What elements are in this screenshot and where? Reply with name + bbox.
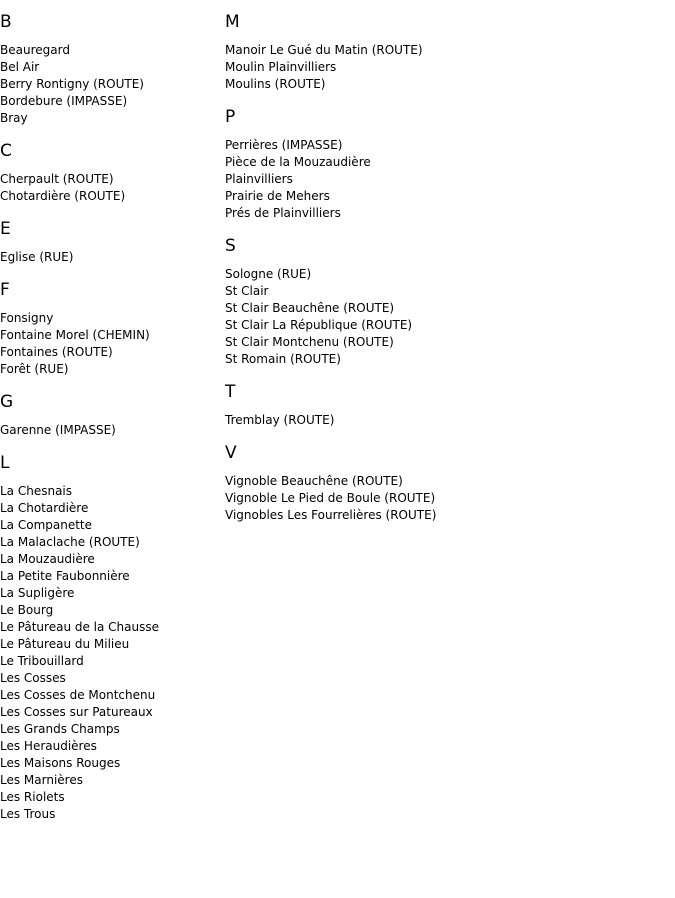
street-name: Fontaines (ROUTE) xyxy=(0,345,113,359)
street-name: La Companette xyxy=(0,518,93,532)
street-list xyxy=(225,137,665,222)
street-name: Chotardière (ROUTE) xyxy=(0,189,126,203)
street-name: Vignoble Le Pied de Boule (ROUTE) xyxy=(225,491,436,505)
street-name: Moulin Plainvilliers xyxy=(225,60,337,74)
street-name: La Supligère xyxy=(0,586,75,600)
street-name: Plainvilliers xyxy=(225,172,293,186)
street-name: Bray xyxy=(0,111,28,125)
street-name: St Clair xyxy=(225,284,269,298)
letter-heading: S xyxy=(225,236,236,256)
street-name: Manoir Le Gué du Matin (ROUTE) xyxy=(225,43,423,57)
letter-heading: F xyxy=(0,280,10,300)
street-name: Fonsigny xyxy=(0,311,54,325)
letter-heading: B xyxy=(0,12,12,32)
street-name: Sologne (RUE) xyxy=(225,267,312,281)
letter-heading: T xyxy=(225,382,236,402)
street-name: Prés de Plainvilliers xyxy=(225,206,341,220)
letter-heading: P xyxy=(225,107,236,127)
street-name: Prairie de Mehers xyxy=(225,189,330,203)
letter-section-f xyxy=(0,280,222,378)
street-list xyxy=(225,42,665,93)
letter-heading: M xyxy=(225,12,240,32)
street-name: Les Maisons Rouges xyxy=(0,756,121,770)
street-list xyxy=(225,412,665,429)
letter-section-t xyxy=(225,382,665,429)
street-name: Bordebure (IMPASSE) xyxy=(0,94,128,108)
street-name: Le Pâtureau de la Chausse xyxy=(0,620,160,634)
street-name: St Clair Beauchêne (ROUTE) xyxy=(225,301,395,315)
left-column xyxy=(0,0,222,837)
street-name: Perrières (IMPASSE) xyxy=(225,138,343,152)
street-name: Beauregard xyxy=(0,43,70,57)
letter-section-m xyxy=(225,12,665,93)
street-name: Le Pâtureau du Milieu xyxy=(0,637,130,651)
letter-section-l xyxy=(0,453,222,823)
street-list xyxy=(0,171,222,205)
street-name: Eglise (RUE) xyxy=(0,250,74,264)
street-name: Les Cosses de Montchenu xyxy=(0,688,156,702)
street-name: Le Tribouillard xyxy=(0,654,84,668)
street-name: Vignoble Beauchêne (ROUTE) xyxy=(225,474,403,488)
street-name: La Chesnais xyxy=(0,484,73,498)
street-name: Les Marnières xyxy=(0,773,83,787)
letter-section-v xyxy=(225,443,665,524)
street-name: Fontaine Morel (CHEMIN) xyxy=(0,328,150,342)
right-column xyxy=(225,0,665,538)
letter-heading: L xyxy=(0,453,10,473)
letter-heading: G xyxy=(0,392,14,412)
letter-heading: C xyxy=(0,141,12,161)
street-name: Les Grands Champs xyxy=(0,722,120,736)
street-name: Les Cosses xyxy=(0,671,66,685)
street-name: St Clair La République (ROUTE) xyxy=(225,318,413,332)
letter-heading: E xyxy=(0,219,11,239)
letter-section-b xyxy=(0,12,222,127)
street-name: St Romain (ROUTE) xyxy=(225,352,341,366)
letter-section-e xyxy=(0,219,222,266)
street-name: Berry Rontigny (ROUTE) xyxy=(0,77,144,91)
street-list xyxy=(0,483,222,823)
street-name: Les Trous xyxy=(0,807,56,821)
street-name: La Chotardière xyxy=(0,501,89,515)
street-name: Bel Air xyxy=(0,60,40,74)
street-name: Les Riolets xyxy=(0,790,65,804)
letter-heading: V xyxy=(225,443,237,463)
street-list xyxy=(0,422,222,439)
letter-section-s xyxy=(225,236,665,368)
street-name: St Clair Montchenu (ROUTE) xyxy=(225,335,394,349)
street-name: La Mouzaudière xyxy=(0,552,95,566)
street-name: Garenne (IMPASSE) xyxy=(0,423,116,437)
street-name: Cherpault (ROUTE) xyxy=(0,172,114,186)
street-list xyxy=(0,249,222,266)
street-name: Les Heraudières xyxy=(0,739,97,753)
street-list xyxy=(225,266,665,368)
street-name: La Malaclache (ROUTE) xyxy=(0,535,140,549)
street-list xyxy=(0,42,222,127)
street-name: Tremblay (ROUTE) xyxy=(225,413,335,427)
street-name: Pièce de la Mouzaudière xyxy=(225,155,371,169)
street-list xyxy=(0,310,222,378)
letter-section-g xyxy=(0,392,222,439)
street-list xyxy=(225,473,665,524)
street-name: Vignobles Les Fourrelières (ROUTE) xyxy=(225,508,437,522)
letter-section-c xyxy=(0,141,222,205)
letter-section-p xyxy=(225,107,665,222)
street-name: Les Cosses sur Patureaux xyxy=(0,705,153,719)
street-name: Forêt (RUE) xyxy=(0,362,69,376)
street-name: Le Bourg xyxy=(0,603,54,617)
street-name: Moulins (ROUTE) xyxy=(225,77,326,91)
street-name: La Petite Faubonnière xyxy=(0,569,130,583)
